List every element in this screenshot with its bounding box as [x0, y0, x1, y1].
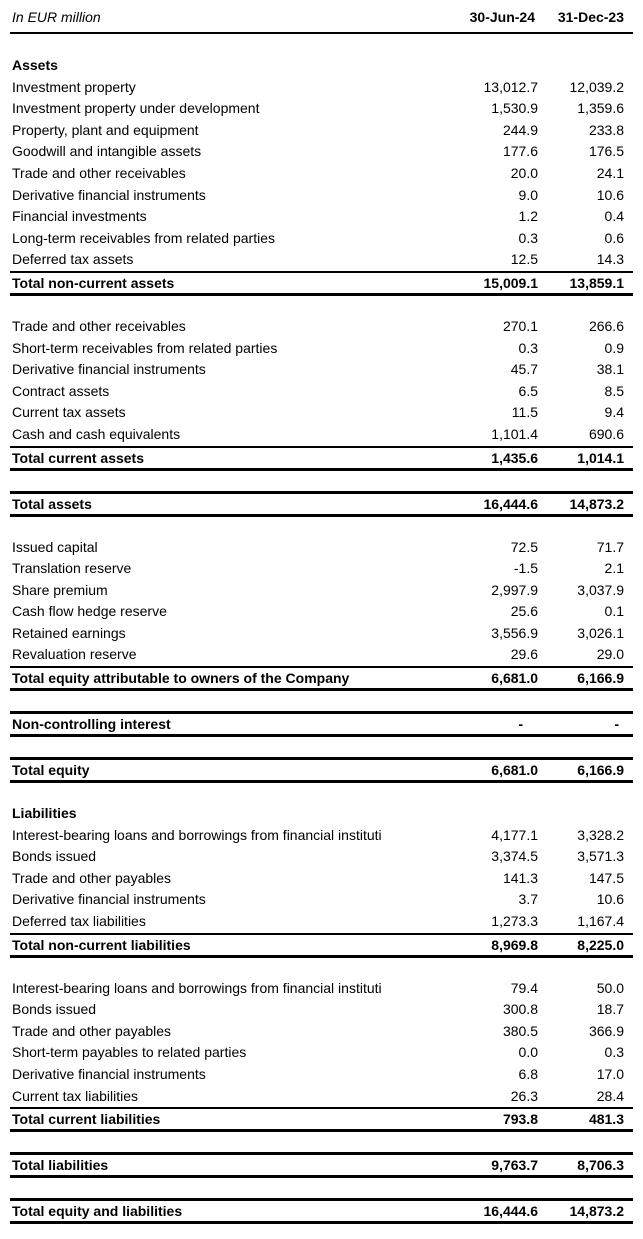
table-row	[10, 185, 633, 207]
table-row	[10, 601, 633, 623]
total-assets-row	[10, 491, 633, 517]
table-row	[10, 381, 633, 403]
row-value-jun-24: 1,530.9	[491, 100, 538, 117]
section-title-assets	[10, 55, 633, 77]
column-header-jun-24: 30-Jun-24	[469, 9, 535, 25]
section-title-liabilities	[10, 803, 633, 825]
table-row	[10, 868, 633, 890]
table-row	[10, 77, 633, 99]
row-value-jun-24: 1,435.6	[491, 449, 538, 466]
row-value-dec-23: 266.6	[588, 317, 624, 334]
row-value-jun-24: 1.2	[518, 208, 538, 225]
total-equity-row	[10, 757, 633, 783]
row-label: Total assets	[12, 495, 92, 512]
table-row	[10, 228, 633, 250]
row-label: Deferred tax liabilities	[12, 913, 146, 930]
row-value-dec-23: 12,039.2	[569, 78, 624, 95]
row-value-dec-23: 14,873.2	[569, 1203, 624, 1220]
row-value-jun-24: -1.5	[513, 560, 538, 577]
row-value-dec-23: 233.8	[588, 121, 624, 138]
row-value-dec-23: 481.3	[588, 1111, 624, 1128]
row-label: Derivative financial instruments	[12, 1066, 206, 1082]
row-value-jun-24: 1,273.3	[491, 913, 538, 930]
equity-list	[10, 537, 633, 667]
row-value-jun-24: 177.6	[502, 143, 538, 160]
table-row	[10, 424, 633, 446]
row-label: Current tax assets	[12, 404, 126, 421]
table-row	[10, 644, 633, 666]
table-row	[10, 120, 633, 142]
row-value-dec-23: 14,873.2	[569, 495, 624, 512]
row-value-jun-24: 11.5	[511, 404, 538, 421]
table-row	[10, 1021, 633, 1043]
row-label: Property, plant and equipment	[12, 121, 199, 138]
row-value-jun-24: 9.0	[518, 186, 538, 203]
currency-caption: In EUR million	[12, 9, 101, 25]
row-label: Total current liabilities	[12, 1111, 161, 1128]
row-value-dec-23: 6,166.9	[577, 670, 624, 687]
row-value-jun-24: 79.4	[510, 979, 538, 996]
table-row	[10, 846, 633, 868]
table-row	[10, 98, 633, 120]
balance-sheet	[10, 0, 633, 1224]
row-label: Trade and other payables	[12, 1022, 172, 1039]
row-label: Total equity and liabilities	[12, 1203, 183, 1220]
row-label: Trade and other receivables	[12, 164, 186, 181]
row-value-jun-24: 3,374.5	[491, 848, 538, 865]
row-label: Cash flow hedge reserve	[12, 603, 167, 620]
row-value-dec-23: 13,859.1	[569, 274, 624, 291]
row-label: Long-term receivables from related parties	[12, 229, 276, 246]
row-value-dec-23: 71.7	[596, 538, 624, 555]
row-label: Translation reserve	[12, 560, 132, 577]
row-value-jun-24: 9,763.7	[491, 1157, 538, 1174]
table-row	[10, 558, 633, 580]
table-row	[10, 1064, 633, 1086]
table-row	[10, 249, 633, 271]
row-label: Short-term receivables from related parties	[12, 339, 278, 356]
row-value-jun-24: 25.6	[510, 603, 538, 620]
row-value-jun-24: 45.7	[510, 361, 538, 378]
row-value-jun-24: 8,969.8	[491, 936, 538, 953]
row-value-dec-23: 8,706.3	[577, 1157, 624, 1174]
row-label: Derivative financial instruments	[12, 361, 206, 378]
row-value-jun-24: 793.8	[502, 1111, 538, 1128]
row-value-jun-24: 6,681.0	[491, 762, 538, 779]
table-row	[10, 1042, 633, 1064]
row-value-dec-23: 10.6	[596, 891, 624, 908]
row-value-dec-23: 3,328.2	[577, 826, 624, 843]
row-value-jun-24: 0.3	[518, 229, 538, 246]
table-row	[10, 825, 633, 847]
row-value-dec-23: 18.7	[596, 1001, 624, 1018]
row-value-jun-24: 6.8	[518, 1066, 538, 1082]
row-value-dec-23: 50.0	[596, 979, 624, 996]
total-non-current-liabilities-row	[10, 933, 633, 958]
row-value-jun-24: 1,101.4	[491, 425, 538, 442]
current-assets-list	[10, 316, 633, 446]
row-value-jun-24: 4,177.1	[491, 826, 538, 843]
row-value-jun-24: 2,997.9	[491, 581, 538, 598]
row-value-dec-23: 8,225.0	[577, 936, 624, 953]
row-value-jun-24: 3,556.9	[491, 624, 538, 641]
table-row	[10, 206, 633, 228]
table-row	[10, 338, 633, 360]
row-label: Deferred tax assets	[12, 251, 134, 268]
row-value-jun-24: 26.3	[510, 1087, 538, 1104]
row-label: Revaluation reserve	[12, 646, 137, 663]
table-row	[10, 911, 633, 933]
row-label: Retained earnings	[12, 624, 126, 641]
row-label: Goodwill and intangible assets	[12, 143, 202, 160]
non-controlling-interest-row	[10, 711, 633, 737]
row-value-dec-23: 690.6	[588, 425, 624, 442]
row-label: Interest-bearing loans and borrowings from financial instituti	[12, 979, 382, 996]
row-label: Total non-current assets	[12, 274, 175, 291]
table-row	[10, 141, 633, 163]
row-label: Cash and cash equivalents	[12, 425, 181, 442]
row-value-dec-23: 0.6	[604, 229, 624, 246]
row-value-jun-24: 270.1	[502, 317, 538, 334]
row-label: Investment property	[12, 78, 136, 95]
row-value-dec-23: 1,167.4	[577, 913, 624, 930]
total-equity-and-liabilities-row	[10, 1198, 633, 1224]
section-label: Liabilities	[12, 805, 77, 822]
row-label: Bonds issued	[12, 1001, 97, 1018]
row-value-dec-23: 14.3	[596, 251, 624, 268]
row-value-dec-23: 8.5	[604, 382, 624, 399]
row-label: Bonds issued	[12, 848, 97, 865]
row-value-jun-24: 15,009.1	[483, 274, 538, 291]
total-equity-owners-row	[10, 666, 633, 691]
section-label: Assets	[12, 57, 58, 73]
row-label: Derivative financial instruments	[12, 891, 206, 908]
row-label: Contract assets	[12, 382, 110, 399]
row-label: Non-controlling interest	[12, 716, 171, 733]
table-row	[10, 402, 633, 424]
row-label: Total equity attributable to owners of the Company	[12, 670, 350, 687]
row-label: Total equity	[12, 762, 90, 779]
row-label: Current tax liabilities	[12, 1087, 139, 1104]
row-value-jun-24: 12.5	[510, 251, 538, 268]
row-value-dec-23: 6,166.9	[577, 762, 624, 779]
row-value-jun-24: 29.6	[510, 646, 538, 663]
row-value-dec-23: 38.1	[596, 361, 624, 378]
table-row	[10, 978, 633, 1000]
table-row	[10, 580, 633, 602]
row-value-dec-23: 29.0	[596, 646, 624, 663]
row-value-dec-23: 24.1	[596, 164, 624, 181]
total-non-current-assets-row	[10, 271, 633, 296]
row-label: Trade and other payables	[12, 869, 172, 886]
row-value-jun-24: 380.5	[502, 1022, 538, 1039]
row-value-dec-23: 9.4	[604, 404, 624, 421]
row-value-jun-24: 244.9	[502, 121, 538, 138]
table-row	[10, 999, 633, 1021]
row-value-jun-24: 141.3	[502, 869, 538, 886]
table-row	[10, 537, 633, 559]
row-value-dec-23: 28.4	[596, 1087, 624, 1104]
row-value-jun-24: 3.7	[518, 891, 538, 908]
row-label: Financial investments	[12, 208, 147, 225]
row-value-dec-23: 1,359.6	[577, 100, 624, 117]
table-header	[10, 0, 633, 34]
non-current-liabilities-list	[10, 825, 633, 933]
row-value-jun-24: 0.3	[518, 339, 538, 356]
row-label: Trade and other receivables	[12, 317, 186, 334]
row-value-dec-23: 0.4	[604, 208, 624, 225]
table-row	[10, 359, 633, 381]
row-label: Investment property under development	[12, 100, 260, 117]
row-label: Share premium	[12, 581, 108, 598]
row-value-dec-23: 10.6	[596, 186, 624, 203]
row-value-jun-24: 20.0	[510, 164, 538, 181]
row-label: Issued capital	[12, 538, 98, 555]
row-value-dec-23: 2.1	[604, 560, 624, 577]
row-value-dec-23: 17.0	[596, 1066, 624, 1082]
row-value-dec-23: 0.9	[604, 339, 624, 356]
row-value-jun-24: 72.5	[510, 538, 538, 555]
table-row	[10, 316, 633, 338]
row-label: Total non-current liabilities	[12, 936, 191, 953]
row-value-dec-23: 3,037.9	[577, 581, 624, 598]
row-value-dec-23: -	[614, 716, 619, 733]
row-value-jun-24: 16,444.6	[483, 495, 538, 512]
total-current-liabilities-row	[10, 1107, 633, 1132]
row-value-dec-23: 0.1	[604, 603, 624, 620]
row-value-jun-24: 6,681.0	[491, 670, 538, 687]
row-value-jun-24: -	[518, 716, 523, 733]
current-liabilities-list	[10, 978, 633, 1108]
row-value-dec-23: 3,571.3	[577, 848, 624, 865]
row-value-jun-24: 16,444.6	[483, 1203, 538, 1220]
row-label: Total liabilities	[12, 1157, 109, 1174]
row-value-jun-24: 6.5	[518, 382, 538, 399]
row-value-dec-23: 176.5	[588, 143, 624, 160]
row-label: Short-term payables to related parties	[12, 1044, 247, 1061]
row-label: Interest-bearing loans and borrowings from financial instituti	[12, 826, 382, 843]
column-header-dec-23: 31-Dec-23	[557, 9, 624, 25]
row-value-jun-24: 300.8	[502, 1001, 538, 1018]
non-current-assets-list	[10, 77, 633, 271]
row-value-jun-24: 0.0	[518, 1044, 538, 1061]
row-value-dec-23: 1,014.1	[577, 449, 624, 466]
row-value-dec-23: 366.9	[588, 1022, 624, 1039]
row-value-dec-23: 147.5	[588, 869, 624, 886]
row-value-dec-23: 3,026.1	[577, 624, 624, 641]
table-row	[10, 163, 633, 185]
row-label: Total current assets	[12, 449, 145, 466]
total-liabilities-row	[10, 1152, 633, 1178]
row-value-dec-23: 0.3	[604, 1044, 624, 1061]
row-value-jun-24: 13,012.7	[483, 78, 538, 95]
total-current-assets-row	[10, 446, 633, 471]
table-row	[10, 889, 633, 911]
table-row	[10, 1086, 633, 1108]
table-row	[10, 623, 633, 645]
row-label: Derivative financial instruments	[12, 186, 206, 203]
